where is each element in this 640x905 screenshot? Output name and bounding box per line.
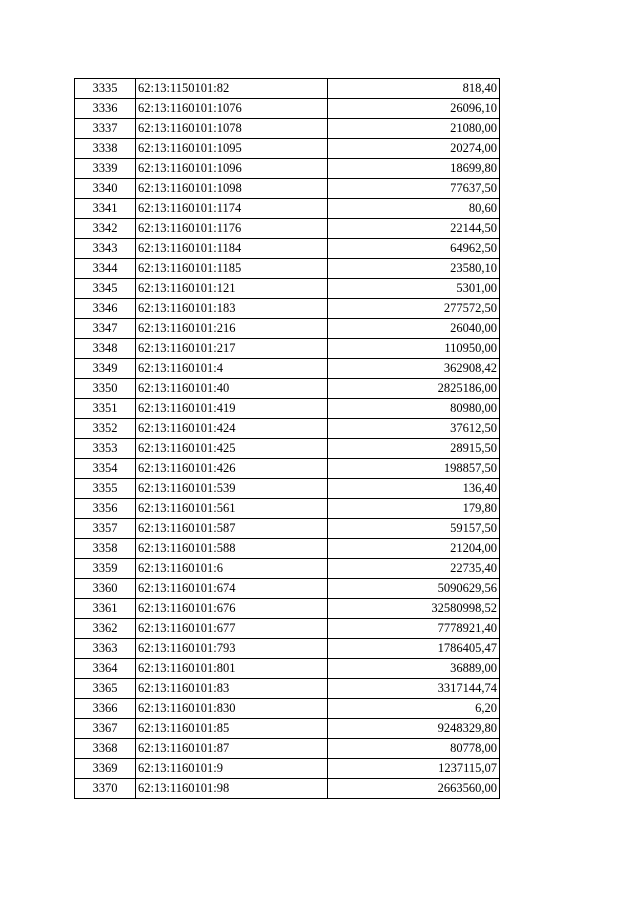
table-row	[75, 259, 500, 279]
row-number-cell: 3356	[75, 499, 136, 519]
cadastral-number-cell: 62:13:1160101:1076	[136, 99, 328, 119]
row-number-cell: 3358	[75, 539, 136, 559]
cadastral-value-cell: 362908,42	[328, 359, 500, 379]
row-number-cell: 3346	[75, 299, 136, 319]
row-number-cell: 3344	[75, 259, 136, 279]
cadastral-value-cell: 2825186,00	[328, 379, 500, 399]
row-number-cell: 3365	[75, 679, 136, 699]
table-row	[75, 779, 500, 799]
row-number-cell: 3340	[75, 179, 136, 199]
table-row	[75, 359, 500, 379]
table-row	[75, 179, 500, 199]
cadastral-number-cell: 62:13:1160101:830	[136, 699, 328, 719]
table-row	[75, 639, 500, 659]
row-number-cell: 3360	[75, 579, 136, 599]
cadastral-value-cell: 6,20	[328, 699, 500, 719]
cadastral-value-cell: 28915,50	[328, 439, 500, 459]
row-number-cell: 3335	[75, 79, 136, 99]
cadastral-value-cell: 23580,10	[328, 259, 500, 279]
cadastral-number-cell: 62:13:1160101:1184	[136, 239, 328, 259]
cadastral-number-cell: 62:13:1160101:539	[136, 479, 328, 499]
cadastral-value-cell: 36889,00	[328, 659, 500, 679]
table-row	[75, 739, 500, 759]
row-number-cell: 3363	[75, 639, 136, 659]
cadastral-value-cell: 9248329,80	[328, 719, 500, 739]
table-row	[75, 99, 500, 119]
row-number-cell: 3349	[75, 359, 136, 379]
row-number-cell: 3353	[75, 439, 136, 459]
cadastral-value-cell: 80778,00	[328, 739, 500, 759]
table-row	[75, 479, 500, 499]
cadastral-value-cell: 136,40	[328, 479, 500, 499]
table-row	[75, 519, 500, 539]
table-row	[75, 79, 500, 99]
row-number-cell: 3355	[75, 479, 136, 499]
row-number-cell: 3362	[75, 619, 136, 639]
cadastral-number-cell: 62:13:1160101:217	[136, 339, 328, 359]
row-number-cell: 3345	[75, 279, 136, 299]
table-row	[75, 759, 500, 779]
table-row	[75, 539, 500, 559]
cadastral-value-cell: 277572,50	[328, 299, 500, 319]
cadastral-number-cell: 62:13:1160101:793	[136, 639, 328, 659]
cadastral-number-cell: 62:13:1160101:1095	[136, 139, 328, 159]
table-row	[75, 659, 500, 679]
cadastral-value-cell: 32580998,52	[328, 599, 500, 619]
row-number-cell: 3368	[75, 739, 136, 759]
table-row	[75, 119, 500, 139]
cadastral-value-cell: 37612,50	[328, 419, 500, 439]
table-row	[75, 619, 500, 639]
table-row	[75, 239, 500, 259]
table-row	[75, 719, 500, 739]
cadastral-value-cell: 818,40	[328, 79, 500, 99]
cadastral-value-cell: 64962,50	[328, 239, 500, 259]
table-row	[75, 439, 500, 459]
cadastral-number-cell: 62:13:1160101:83	[136, 679, 328, 699]
cadastral-value-cell: 77637,50	[328, 179, 500, 199]
cadastral-value-cell: 18699,80	[328, 159, 500, 179]
cadastral-value-cell: 198857,50	[328, 459, 500, 479]
table-row	[75, 199, 500, 219]
cadastral-value-cell: 59157,50	[328, 519, 500, 539]
table-row	[75, 679, 500, 699]
cadastral-number-cell: 62:13:1160101:40	[136, 379, 328, 399]
table-row	[75, 299, 500, 319]
row-number-cell: 3351	[75, 399, 136, 419]
row-number-cell: 3367	[75, 719, 136, 739]
cadastral-number-cell: 62:13:1160101:1176	[136, 219, 328, 239]
cadastral-number-cell: 62:13:1160101:1078	[136, 119, 328, 139]
table-row	[75, 339, 500, 359]
cadastral-number-cell: 62:13:1160101:121	[136, 279, 328, 299]
row-number-cell: 3343	[75, 239, 136, 259]
cadastral-number-cell: 62:13:1160101:677	[136, 619, 328, 639]
cadastral-number-cell: 62:13:1160101:424	[136, 419, 328, 439]
cadastral-value-cell: 110950,00	[328, 339, 500, 359]
cadastral-number-cell: 62:13:1160101:6	[136, 559, 328, 579]
row-number-cell: 3339	[75, 159, 136, 179]
table-row	[75, 399, 500, 419]
table-row	[75, 579, 500, 599]
row-number-cell: 3337	[75, 119, 136, 139]
cadastral-value-cell: 21080,00	[328, 119, 500, 139]
cadastral-number-cell: 62:13:1160101:1096	[136, 159, 328, 179]
cadastral-number-cell: 62:13:1160101:1185	[136, 259, 328, 279]
cadastral-value-cell: 21204,00	[328, 539, 500, 559]
row-number-cell: 3369	[75, 759, 136, 779]
cadastral-value-cell: 80,60	[328, 199, 500, 219]
table-row	[75, 419, 500, 439]
cadastral-number-cell: 62:13:1160101:9	[136, 759, 328, 779]
cadastral-value-cell: 1237115,07	[328, 759, 500, 779]
cadastral-value-cell: 1786405,47	[328, 639, 500, 659]
cadastral-number-cell: 62:13:1160101:676	[136, 599, 328, 619]
cadastral-value-cell: 80980,00	[328, 399, 500, 419]
cadastral-number-cell: 62:13:1160101:419	[136, 399, 328, 419]
cadastral-number-cell: 62:13:1160101:1098	[136, 179, 328, 199]
cadastral-value-cell: 26040,00	[328, 319, 500, 339]
table-row	[75, 279, 500, 299]
row-number-cell: 3366	[75, 699, 136, 719]
cadastral-number-cell: 62:13:1160101:87	[136, 739, 328, 759]
table-row	[75, 499, 500, 519]
cadastral-value-cell: 20274,00	[328, 139, 500, 159]
cadastral-number-cell: 62:13:1160101:183	[136, 299, 328, 319]
table-row	[75, 599, 500, 619]
table-body	[75, 79, 500, 799]
row-number-cell: 3347	[75, 319, 136, 339]
row-number-cell: 3357	[75, 519, 136, 539]
cadastral-value-cell: 22144,50	[328, 219, 500, 239]
cadastral-number-cell: 62:13:1150101:82	[136, 79, 328, 99]
row-number-cell: 3354	[75, 459, 136, 479]
row-number-cell: 3342	[75, 219, 136, 239]
table-row	[75, 459, 500, 479]
row-number-cell: 3350	[75, 379, 136, 399]
cadastral-number-cell: 62:13:1160101:588	[136, 539, 328, 559]
table-row	[75, 219, 500, 239]
table-row	[75, 139, 500, 159]
table-row	[75, 559, 500, 579]
row-number-cell: 3336	[75, 99, 136, 119]
cadastral-value-cell: 5301,00	[328, 279, 500, 299]
cadastral-number-cell: 62:13:1160101:561	[136, 499, 328, 519]
cadastral-number-cell: 62:13:1160101:98	[136, 779, 328, 799]
cadastral-number-cell: 62:13:1160101:801	[136, 659, 328, 679]
table-row	[75, 159, 500, 179]
row-number-cell: 3338	[75, 139, 136, 159]
cadastral-value-cell: 7778921,40	[328, 619, 500, 639]
row-number-cell: 3341	[75, 199, 136, 219]
cadastral-number-cell: 62:13:1160101:674	[136, 579, 328, 599]
cadastral-number-cell: 62:13:1160101:4	[136, 359, 328, 379]
row-number-cell: 3364	[75, 659, 136, 679]
table-row	[75, 699, 500, 719]
cadastral-number-cell: 62:13:1160101:216	[136, 319, 328, 339]
cadastre-value-table	[74, 78, 500, 799]
cadastral-value-cell: 22735,40	[328, 559, 500, 579]
cadastral-number-cell: 62:13:1160101:1174	[136, 199, 328, 219]
cadastral-value-cell: 26096,10	[328, 99, 500, 119]
cadastral-value-cell: 179,80	[328, 499, 500, 519]
cadastral-number-cell: 62:13:1160101:425	[136, 439, 328, 459]
row-number-cell: 3352	[75, 419, 136, 439]
cadastral-value-cell: 3317144,74	[328, 679, 500, 699]
cadastral-value-cell: 5090629,56	[328, 579, 500, 599]
row-number-cell: 3361	[75, 599, 136, 619]
cadastral-number-cell: 62:13:1160101:426	[136, 459, 328, 479]
cadastral-value-cell: 2663560,00	[328, 779, 500, 799]
cadastral-number-cell: 62:13:1160101:587	[136, 519, 328, 539]
table-row	[75, 319, 500, 339]
row-number-cell: 3348	[75, 339, 136, 359]
cadastral-number-cell: 62:13:1160101:85	[136, 719, 328, 739]
row-number-cell: 3370	[75, 779, 136, 799]
row-number-cell: 3359	[75, 559, 136, 579]
table-row	[75, 379, 500, 399]
